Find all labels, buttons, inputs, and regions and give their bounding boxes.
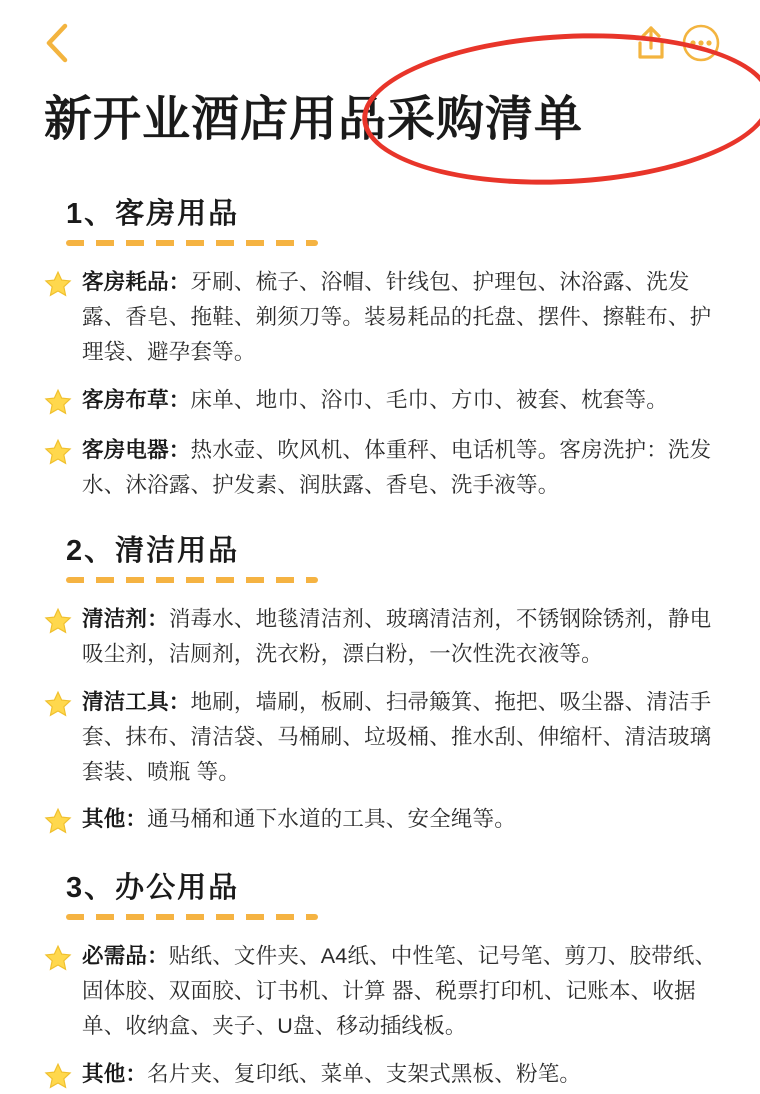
list-item-body: 床单、地巾、浴巾、毛巾、方巾、被套、枕套等。 (190, 387, 668, 412)
list-item-body: 牙刷、梳子、浴帽、针线包、护理包、沐浴露、洗发露、香皂、拖鞋、剃须刀等。装易耗品的托盘、摆件、擦鞋布、护理袋、避孕套等。 (82, 270, 712, 364)
list-item-text (82, 433, 726, 503)
list-item-label: 其他： (82, 807, 148, 832)
chevron-left-icon (44, 22, 70, 64)
list-item-body: 热水壶、吹风机、体重秤、电话机等。客房洗护：洗发水、沐浴露、护发素、润肤露、香皂、洗手液等。 (82, 437, 712, 497)
list-item-body: 名片夹、复印纸、菜单、支架式黑板、粉笔。 (147, 1061, 582, 1086)
list-item-label: 清洁工具： (82, 689, 191, 714)
top-toolbar (0, 0, 760, 86)
document-body (0, 86, 760, 1094)
list-item-label: 客房耗品： (82, 270, 191, 295)
star-icon (44, 807, 74, 839)
share-button[interactable] (626, 18, 676, 68)
list-item-body: 消毒水、地毯清洁剂、玻璃清洁剂，不锈钢除锈剂，静电吸尘剂，洁厕剂，洗衣粉，漂白粉，一次性洗衣液等。 (82, 607, 712, 667)
star-icon (44, 607, 74, 639)
section-2-heading (66, 528, 318, 583)
list-item-label: 必需品： (82, 944, 169, 969)
list-item-text (82, 802, 516, 837)
list-item-label: 清洁剂： (82, 607, 169, 632)
list-item (44, 802, 726, 839)
list-item (44, 433, 726, 503)
section-3-underline (66, 914, 318, 920)
section-3-heading (66, 865, 318, 920)
star-icon (44, 944, 74, 976)
star-icon (44, 1062, 74, 1094)
list-item-text (82, 265, 726, 369)
list-item-text (82, 685, 726, 789)
section-2-heading-text: 2、清洁用品 (66, 535, 240, 568)
list-item-text (82, 1057, 581, 1092)
list-item-body: 通马桶和通下水道的工具、安全绳等。 (147, 807, 517, 832)
star-icon (44, 270, 74, 302)
list-item-label: 其他： (82, 1061, 148, 1086)
section-1-heading (66, 191, 318, 246)
section-2-underline (66, 577, 318, 583)
page-title: 新开业酒店用品采购清单 (44, 93, 584, 146)
section-3 (44, 839, 726, 1093)
section-1-underline (66, 240, 318, 246)
title-block (44, 86, 726, 157)
section-2 (44, 502, 726, 839)
list-item-label: 客房电器： (82, 437, 191, 462)
list-item (44, 383, 726, 420)
star-icon (44, 388, 74, 420)
list-item (44, 939, 726, 1043)
list-item-text (82, 602, 726, 672)
section-3-heading-text: 3、办公用品 (66, 872, 240, 905)
list-item-body: 地刷，墙刷，板刷、扫帚簸箕、拖把、吸尘器、清洁手套、抹布、清洁袋、马桶刷、垃圾桶、推水刮、伸缩杆、清洁玻璃套装、喷瓶 等。 (82, 689, 712, 784)
star-icon (44, 690, 74, 722)
back-button[interactable] (44, 21, 78, 65)
star-icon (44, 438, 74, 470)
share-icon (634, 24, 668, 62)
list-item (44, 265, 726, 369)
more-ellipsis-icon (681, 23, 721, 63)
list-item (44, 602, 726, 672)
list-item-text (82, 383, 668, 418)
list-item (44, 685, 726, 789)
section-1-heading-text: 1、客房用品 (66, 198, 240, 231)
list-item-text (82, 939, 726, 1043)
more-button[interactable] (676, 18, 726, 68)
list-item-body: 贴纸、文件夹、A4纸、中性笔、记号笔、剪刀、胶带纸、固体胶、双面胶、订书机、计算 器、税票打印机、记账本、收据单、收纳盒、夹子、U盘、移动插线板。 (82, 944, 717, 1039)
section-1 (44, 165, 726, 502)
list-item (44, 1057, 726, 1094)
list-item-label: 客房布草： (82, 387, 191, 412)
